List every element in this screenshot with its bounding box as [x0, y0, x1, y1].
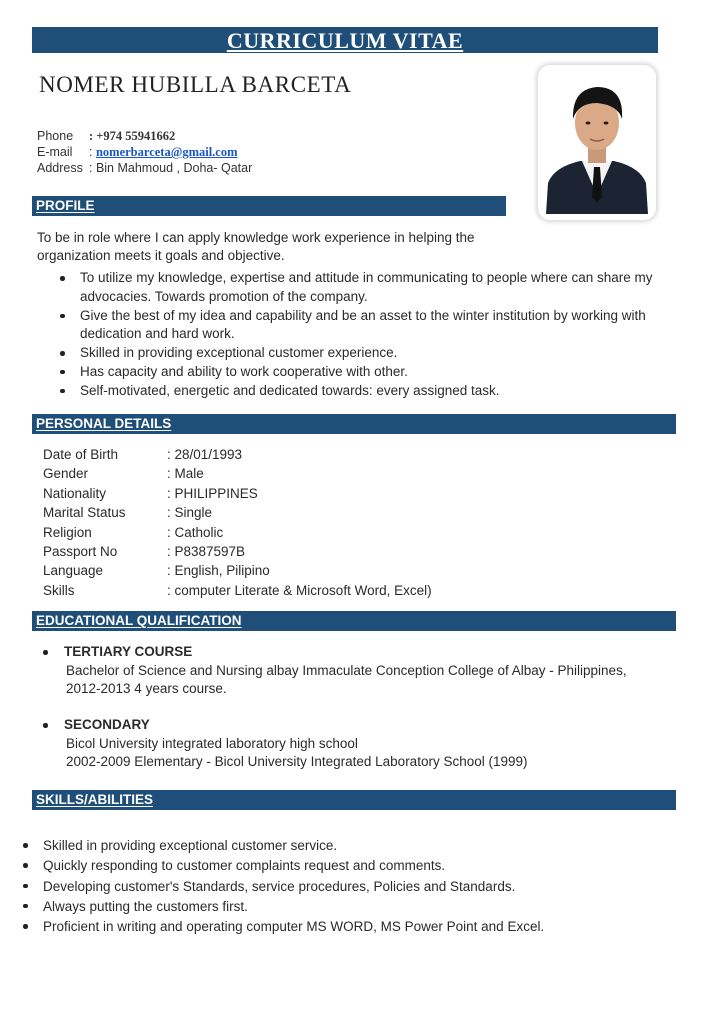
profile-intro: To be in role where I can apply knowledge work experience in helping the organization meets it goals and objective.	[37, 230, 475, 263]
detail-value: : PHILIPPINES	[167, 485, 258, 501]
list-item: Self-motivated, energetic and dedicated towards: every assigned task.	[37, 382, 677, 401]
detail-value: : P8387597B	[167, 544, 246, 560]
candidate-name: NOMER HUBILLA BARCETA	[39, 72, 352, 97]
personal-details-section-bar	[32, 414, 676, 434]
phone-value: : +974 55941662	[89, 129, 176, 143]
email-link[interactable]: nomerbarceta@gmail.com	[95, 145, 238, 159]
address-label: Address	[37, 161, 83, 175]
detail-label: Marital Status	[43, 505, 126, 521]
detail-row	[43, 503, 432, 522]
skills-list	[0, 836, 700, 937]
phone-row	[37, 128, 252, 144]
personal-details-heading: PERSONAL DETAILS	[36, 416, 172, 431]
title-bar	[32, 27, 658, 53]
skills-heading: SKILLS/ABILITIES	[36, 792, 154, 807]
email-label: E-mail	[37, 145, 73, 159]
secondary-title: SECONDARY	[43, 716, 683, 735]
secondary-line: Bicol University integrated laboratory high school	[66, 735, 358, 751]
list-item: To utilize my knowledge, expertise and attitude in communicating to people where can share my advocacies. Towards promotion of the company.	[37, 269, 677, 307]
detail-value: : Male	[167, 466, 204, 482]
tertiary-line: 2012-2013 4 years course.	[66, 681, 227, 696]
address-value: : Bin Mahmoud , Doha- Qatar	[89, 161, 253, 175]
detail-value: : 28/01/1993	[167, 447, 243, 462]
list-item: Developing customer's Standards, service procedures, Policies and Standards.	[0, 877, 700, 897]
detail-row	[43, 484, 432, 503]
skills-section-bar	[32, 790, 676, 810]
list-item: Proficient in writing and operating computer MS WORD, MS Power Point and Excel.	[0, 917, 700, 937]
email-value	[89, 144, 238, 160]
detail-row	[43, 542, 432, 561]
secondary-line: 2002-2009 Elementary - Bicol University Integrated Laboratory School (1999)	[66, 754, 528, 769]
detail-row	[43, 523, 432, 542]
education-section-bar	[32, 611, 676, 631]
personal-details-table	[43, 445, 432, 600]
tertiary-line: Bachelor of Science and Nursing albay Immaculate Conception College of Albay - Philippines,	[66, 662, 627, 678]
detail-label: Language	[43, 563, 104, 579]
detail-label: Gender	[43, 466, 89, 482]
detail-label: Nationality	[43, 485, 107, 501]
list-item: Give the best of my idea and capability and be an asset to the winter institution by working with dedication and hard work.	[37, 307, 677, 345]
detail-label: Skills	[43, 582, 75, 598]
list-item: Always putting the customers first.	[0, 897, 700, 917]
detail-value: : English, Pilipino	[167, 563, 270, 579]
profile-heading: PROFILE	[36, 198, 95, 213]
tertiary-title: TERTIARY COURSE	[43, 643, 683, 662]
tertiary-entry	[43, 643, 683, 699]
portrait-illustration	[544, 71, 650, 214]
cv-title: CURRICULUM VITAE	[226, 28, 464, 53]
list-item: Has capacity and ability to work cooperative with other.	[37, 363, 677, 382]
detail-value: : Single	[167, 505, 213, 521]
detail-row	[43, 464, 432, 483]
detail-label: Date of Birth	[43, 447, 119, 462]
address-row	[37, 160, 252, 176]
secondary-entry	[43, 716, 683, 772]
detail-label: Passport No	[43, 544, 118, 560]
email-row	[37, 144, 252, 160]
detail-row	[43, 581, 432, 600]
profile-section-bar	[32, 196, 506, 216]
email-prefix: :	[89, 145, 96, 159]
profile-photo	[538, 65, 656, 220]
contact-block	[37, 128, 252, 176]
detail-value: : Catholic	[167, 524, 224, 540]
phone-label: Phone	[37, 129, 74, 143]
list-item: Skilled in providing exceptional customer service.	[0, 836, 700, 856]
profile-bullets	[37, 269, 677, 401]
detail-label: Religion	[43, 524, 92, 540]
detail-row	[43, 445, 432, 464]
detail-row	[43, 561, 432, 580]
education-heading: EDUCATIONAL QUALIFICATION	[36, 613, 242, 628]
list-item: Skilled in providing exceptional customer experience.	[37, 344, 677, 363]
list-item: Quickly responding to customer complaints request and comments.	[0, 856, 700, 876]
detail-value: : computer Literate & Microsoft Word, Excel)	[167, 582, 432, 598]
